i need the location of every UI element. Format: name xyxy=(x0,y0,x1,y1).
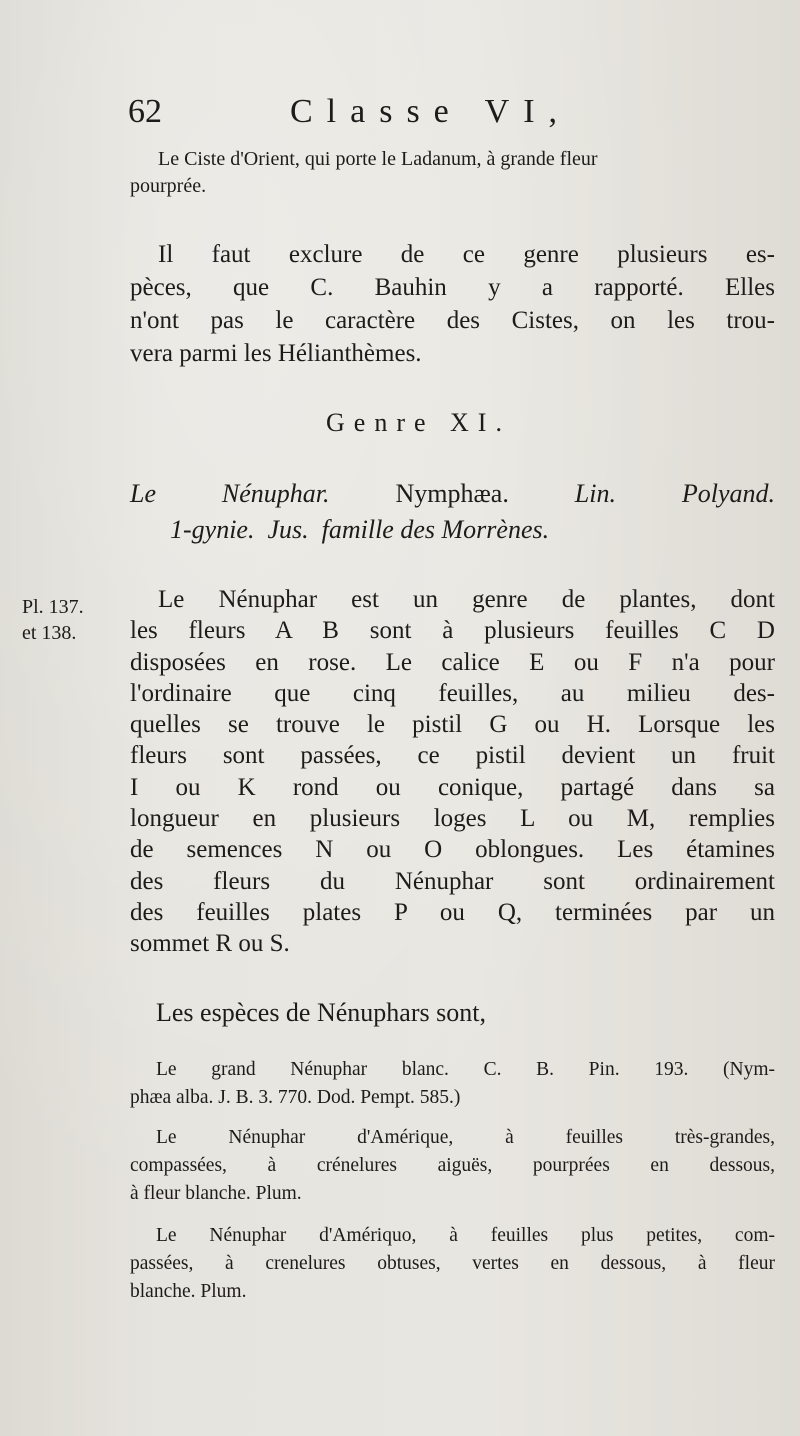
synonymy-line xyxy=(130,512,775,548)
text-line: les fleurs A B sont à plusieurs feuilles C D xyxy=(130,617,775,645)
species-entry xyxy=(130,1056,775,1112)
synonymy-line xyxy=(130,476,775,512)
plate-line: et 138. xyxy=(22,622,77,644)
text-line: des feuilles plates P ou Q, terminées par un xyxy=(130,898,775,926)
family-ref: famille des Morrènes. xyxy=(321,515,550,544)
genus-synonymy xyxy=(130,476,775,548)
plate-reference xyxy=(22,594,84,646)
running-title: Classe VI, xyxy=(290,93,572,130)
genus-name: Le Nénuphar. xyxy=(130,479,330,508)
text-line: de semences N ou O oblongues. Les étamines xyxy=(130,836,775,864)
linnaeus-ref: Lin. xyxy=(574,479,616,508)
text-line: pèces, que C. Bauhin y a rapporté. Elles xyxy=(130,274,775,301)
species-heading: Les espèces de Nénuphars sont, xyxy=(156,998,486,1027)
exclusion-paragraph xyxy=(130,238,775,370)
text-line: n'ont pas le caractère des Cistes, on les trou- xyxy=(130,307,775,334)
text-line: Le Nénuphar d'Amériquo, à feuilles plus petites, com- xyxy=(156,1225,775,1246)
class-ref: Polyand. xyxy=(681,479,776,508)
latin-name: Nymphæa. xyxy=(395,479,509,508)
text-line: compassées, à crénelures aiguës, pourprées en dessous, xyxy=(130,1155,775,1176)
text-line: à fleur blanche. Plum. xyxy=(130,1183,302,1204)
page-header xyxy=(128,92,768,142)
text-line: passées, à crenelures obtuses, vertes en dessous, à fleur xyxy=(130,1253,775,1274)
text-line: sommet R ou S. xyxy=(130,930,290,958)
text-line: I ou K rond ou conique, partagé dans sa xyxy=(130,773,775,801)
page-number: 62 xyxy=(128,93,162,130)
intro-paragraph xyxy=(130,146,775,200)
description-paragraph xyxy=(130,584,775,960)
text-line: blanche. Plum. xyxy=(130,1281,247,1302)
text-line: Le Ciste d'Orient, qui porte le Ladanum, à grande fleur xyxy=(158,148,598,170)
jussieu-ref: Jus. xyxy=(267,515,309,544)
text-line: quelles se trouve le pistil G ou H. Lorsque les xyxy=(130,711,775,739)
text-line: Le grand Nénuphar blanc. C. B. Pin. 193. (Nym- xyxy=(156,1059,775,1080)
text-line: Le Nénuphar est un genre de plantes, dont xyxy=(158,586,775,613)
species-entry xyxy=(130,1124,775,1208)
text-line: disposées en rose. Le calice E ou F n'a pour xyxy=(130,648,775,676)
text-line: pourprée. xyxy=(130,175,207,197)
text-line: vera parmi les Hélianthèmes. xyxy=(130,340,422,367)
text-line: Le Nénuphar d'Amérique, à feuilles très-grandes, xyxy=(156,1127,775,1148)
text-line: des fleurs du Nénuphar sont ordinairement xyxy=(130,867,775,895)
plate-line: Pl. 137. xyxy=(22,596,84,618)
order-ref: 1-gynie. xyxy=(170,515,255,544)
text-line: Il faut exclure de ce genre plusieurs es- xyxy=(158,241,775,268)
text-line: phæa alba. J. B. 3. 770. Dod. Pempt. 585.) xyxy=(130,1087,461,1108)
text-line: fleurs sont passées, ce pistil devient un fruit xyxy=(130,742,775,770)
species-entry xyxy=(130,1222,775,1306)
text-line: longueur en plusieurs loges L ou M, remplies xyxy=(130,805,775,833)
genre-heading: Genre XI. xyxy=(326,408,511,437)
text-line: l'ordinaire que cinq feuilles, au milieu des- xyxy=(130,679,775,707)
